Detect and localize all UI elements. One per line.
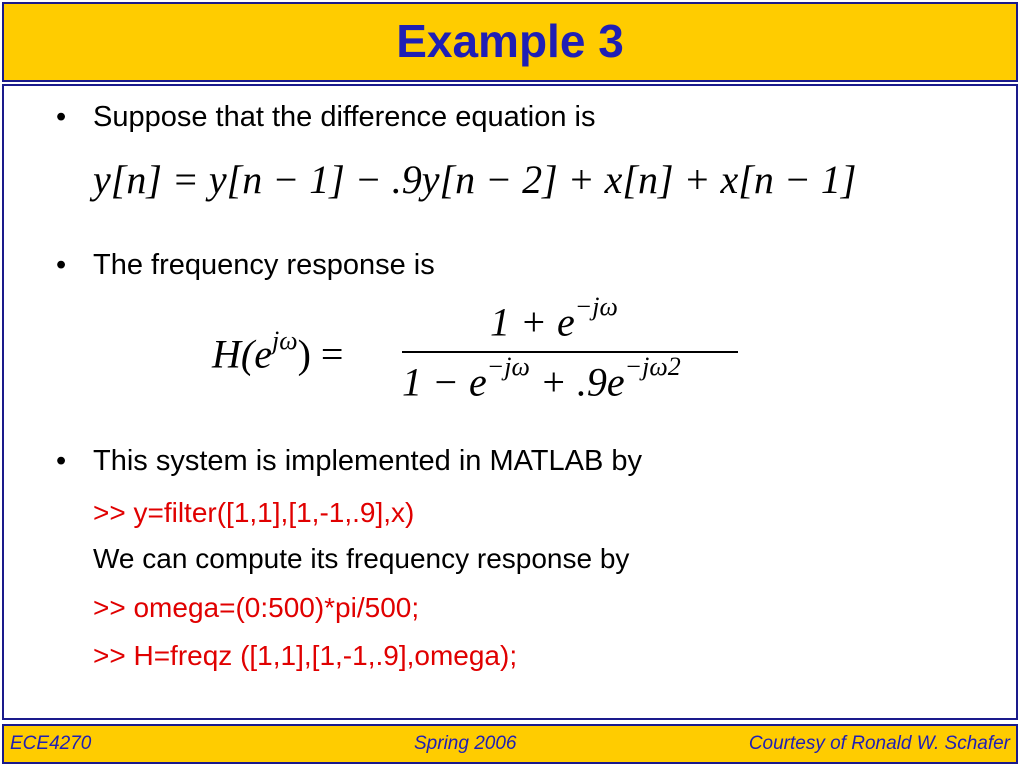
numerator-exponent: −jω <box>574 292 618 321</box>
fraction-bar <box>402 351 738 353</box>
slide-title: Example 3 <box>396 15 624 67</box>
numerator-base: 1 + e <box>490 299 575 345</box>
denominator <box>402 352 681 405</box>
denominator-term-2: + .9e <box>529 359 625 405</box>
denominator-exponent-2: −jω2 <box>624 352 681 381</box>
footer-term: Spring 2006 <box>414 733 517 754</box>
numerator <box>490 292 618 345</box>
bullet-marker: • <box>56 445 67 477</box>
matlab-code-line-2: >> omega=(0:500)*pi/500; <box>93 592 420 623</box>
bullet-marker: • <box>56 249 67 281</box>
difference-equation: y[n] = y[n − 1] − .9y[n − 2] + x[n] + x[n − 1] <box>93 157 857 202</box>
lhs-close: ) = <box>297 331 344 377</box>
denominator-term-1: 1 − e <box>402 359 487 405</box>
title-bar <box>2 2 1018 82</box>
matlab-code-line-3: >> H=freqz ([1,1],[1,-1,.9],omega); <box>93 640 518 671</box>
bullet-text-2: The frequency response is <box>93 249 435 281</box>
lhs-base: H(e <box>212 331 272 377</box>
bullet-marker: • <box>56 101 67 133</box>
lhs-exponent: jω <box>271 326 298 355</box>
footer-course: ECE4270 <box>10 733 92 754</box>
matlab-code-line-1: >> y=filter([1,1],[1,-1,.9],x) <box>93 497 415 528</box>
footer-bar <box>2 724 1018 764</box>
footer-credit: Courtesy of Ronald W. Schafer <box>748 733 1010 754</box>
denominator-exponent-1: −jω <box>486 352 530 381</box>
explanation-text: We can compute its frequency response by <box>93 543 630 574</box>
bullet-text-3: This system is implemented in MATLAB by <box>93 445 643 477</box>
equation-lhs <box>212 326 344 377</box>
bullet-text-1: Suppose that the difference equation is <box>93 101 596 133</box>
